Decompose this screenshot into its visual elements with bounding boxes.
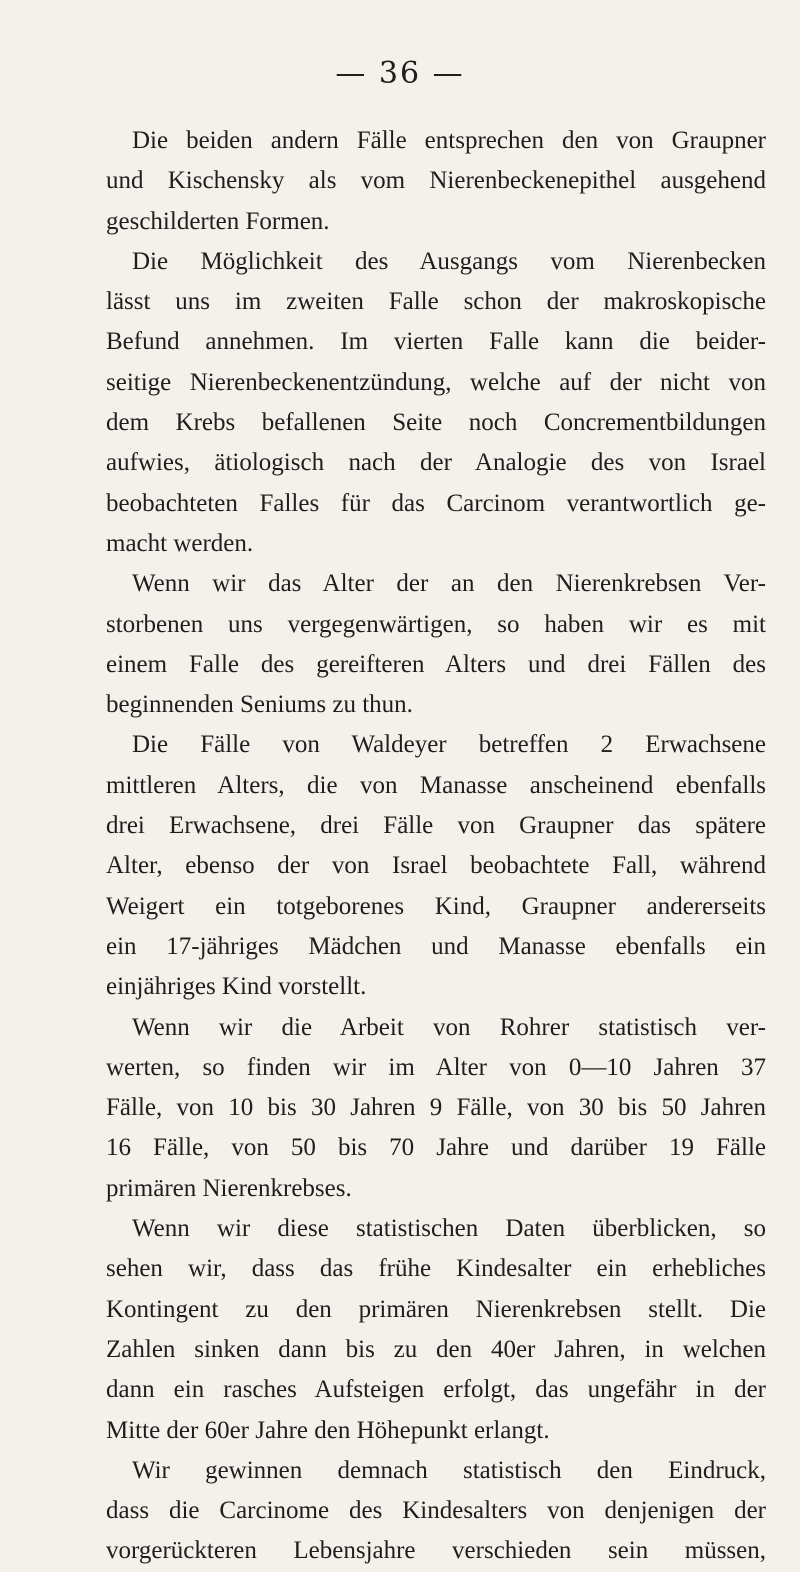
text-line: Die Fälle von Waldeyer betreffen 2 Erwachsene — [132, 731, 766, 759]
body-text — [106, 121, 766, 1572]
text-line: Wir gewinnen demnach statistisch den Eindruck, — [132, 1456, 766, 1484]
text-line: Die Möglichkeit des Ausgangs vom Nierenbecken — [132, 247, 766, 275]
text-line: Mitte der 60er Jahre den Höhepunkt erlangt. — [106, 1416, 550, 1444]
text-line: werten, so finden wir im Alter von 0—10 Jahren 37 — [106, 1053, 766, 1081]
text-line: Weigert ein totgeborenes Kind, Graupner andererseits — [106, 892, 766, 920]
text-line: aufwies, ätiologisch nach der Analogie des von Israel — [106, 449, 766, 477]
page-number: — 36 — — [335, 56, 465, 91]
text-line: einjähriges Kind vorstellt. — [106, 973, 367, 1001]
text-line: primären Nierenkrebses. — [106, 1174, 352, 1202]
text-line: mittleren Alters, die von Manasse anscheinend ebenfalls — [106, 771, 766, 799]
text-line: seitige Nierenbeckenentzündung, welche auf der nicht von — [106, 368, 766, 396]
text-line: einem Falle des gereifteren Alters und drei Fällen des — [106, 650, 766, 678]
text-line: geschilderten Formen. — [106, 207, 330, 235]
text-line: vorgerückteren Lebensjahre verschieden sein müssen, — [106, 1537, 766, 1565]
text-line: lässt uns im zweiten Falle schon der makroskopische — [106, 288, 766, 316]
text-line: Fälle, von 10 bis 30 Jahren 9 Fälle, von 30 bis 50 Jahren — [106, 1094, 766, 1122]
text-line: Wenn wir die Arbeit von Rohrer statistisch ver- — [132, 1013, 766, 1041]
text-line: dass die Carcinome des Kindesalters von denjenigen der — [106, 1497, 766, 1525]
text-line: Wenn wir das Alter der an den Nierenkrebsen Ver- — [132, 570, 766, 598]
text-line: beginnenden Seniums zu thun. — [106, 691, 413, 719]
text-line: Wenn wir diese statistischen Daten überblicken, so — [132, 1215, 766, 1243]
text-line: Kontingent zu den primären Nierenkrebsen stellt. Die — [106, 1295, 766, 1323]
text-line: und Kischensky als vom Nierenbeckenepithel ausgehend — [106, 167, 766, 195]
text-line: beobachteten Falles für das Carcinom verantwortlich ge- — [106, 489, 766, 517]
text-line: Befund annehmen. Im vierten Falle kann die beider- — [106, 328, 766, 356]
text-line: Zahlen sinken dann bis zu den 40er Jahren, in welchen — [106, 1335, 766, 1363]
text-line: dann ein rasches Aufsteigen erfolgt, das ungefähr in der — [106, 1376, 766, 1404]
text-line: 16 Fälle, von 50 bis 70 Jahre und darüber 19 Fälle — [106, 1134, 766, 1162]
text-line: dem Krebs befallenen Seite noch Concrementbildungen — [106, 409, 766, 437]
text-line: ein 17-jähriges Mädchen und Manasse ebenfalls ein — [106, 932, 766, 960]
text-line: Alter, ebenso der von Israel beobachtete Fall, während — [106, 852, 766, 880]
text-line: sehen wir, dass das frühe Kindesalter ein erhebliches — [106, 1255, 766, 1283]
text-line: macht werden. — [106, 529, 254, 557]
text-line: storbenen uns vergegenwärtigen, so haben wir es mit — [106, 610, 766, 638]
text-line: drei Erwachsene, drei Fälle von Graupner das spätere — [106, 812, 766, 840]
text-line: Die beiden andern Fälle entsprechen den von Graupner — [132, 127, 766, 154]
